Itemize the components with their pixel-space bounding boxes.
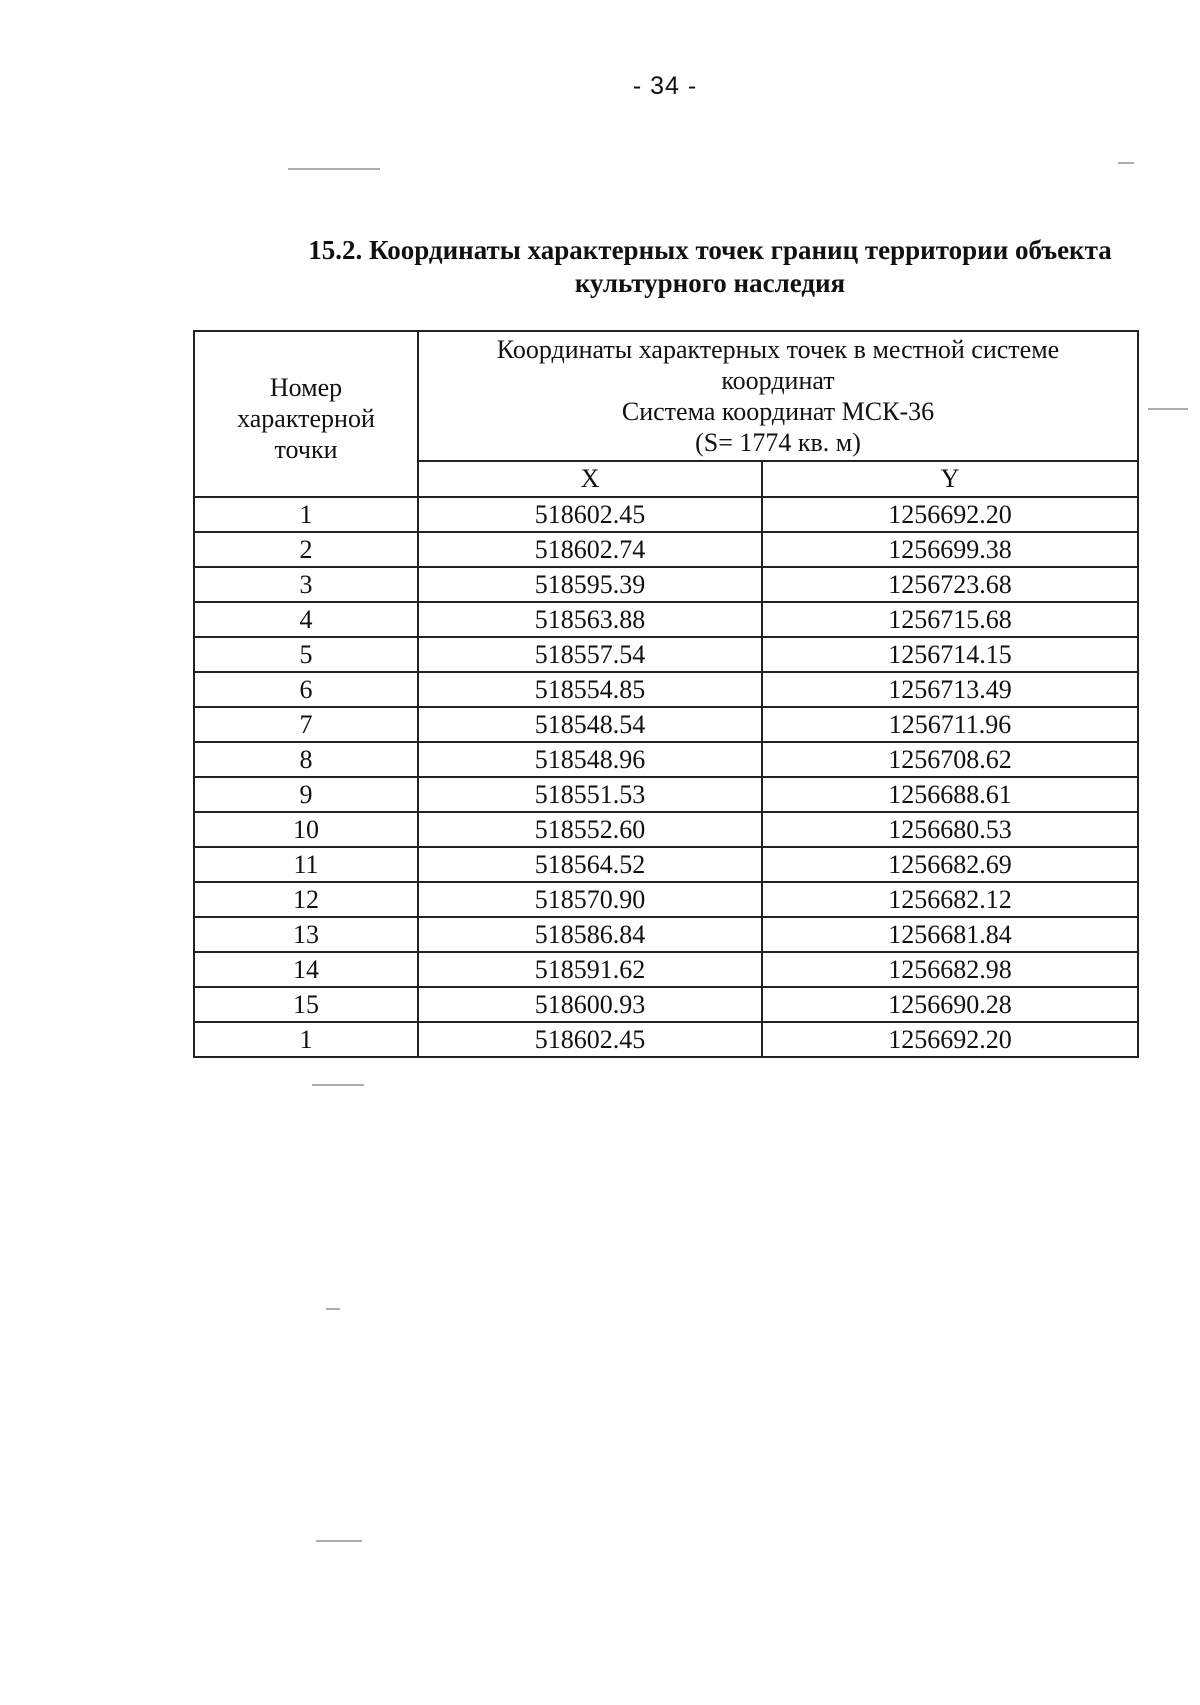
x-coordinate-cell: 518591.62 bbox=[418, 952, 762, 987]
y-coordinate-cell: 1256682.69 bbox=[762, 847, 1138, 882]
header-number-line: Номер bbox=[269, 372, 343, 402]
table-body bbox=[194, 497, 1138, 1057]
y-coordinate-cell: 1256713.49 bbox=[762, 672, 1138, 707]
x-coordinate-cell: 518554.85 bbox=[418, 672, 762, 707]
x-coordinate-cell: 518548.54 bbox=[418, 707, 762, 742]
point-number-cell: 2 bbox=[194, 532, 418, 567]
x-coordinate-cell: 518563.88 bbox=[418, 602, 762, 637]
y-coordinate-cell: 1256715.68 bbox=[762, 602, 1138, 637]
y-coordinate-cell: 1256688.61 bbox=[762, 777, 1138, 812]
section-title-line1: 15.2. Координаты характерных точек границ территории объекта bbox=[308, 235, 1112, 265]
point-number-cell: 10 bbox=[194, 812, 418, 847]
table-row bbox=[194, 532, 1138, 567]
x-coordinate-cell: 518564.52 bbox=[418, 847, 762, 882]
table-row bbox=[194, 882, 1138, 917]
x-coordinate-cell: 518602.45 bbox=[418, 497, 762, 532]
header-number-line: характерной bbox=[237, 403, 375, 433]
table-row bbox=[194, 847, 1138, 882]
section-title bbox=[270, 234, 1150, 300]
point-number-cell: 5 bbox=[194, 637, 418, 672]
point-number-cell: 12 bbox=[194, 882, 418, 917]
scan-artifact bbox=[288, 168, 380, 170]
x-coordinate-cell: 518552.60 bbox=[418, 812, 762, 847]
y-coordinate-cell: 1256692.20 bbox=[762, 1022, 1138, 1057]
x-coordinate-cell: 518551.53 bbox=[418, 777, 762, 812]
header-coords-line: Координаты характерных точек в местной системе bbox=[496, 335, 1060, 364]
y-coordinate-cell: 1256682.12 bbox=[762, 882, 1138, 917]
table-header-row bbox=[194, 331, 1138, 461]
point-number-cell: 13 bbox=[194, 917, 418, 952]
y-coordinate-cell: 1256699.38 bbox=[762, 532, 1138, 567]
y-coordinate-cell: 1256714.15 bbox=[762, 637, 1138, 672]
y-coordinate-cell: 1256682.98 bbox=[762, 952, 1138, 987]
point-number-cell: 1 bbox=[194, 1022, 418, 1057]
x-coordinate-cell: 518600.93 bbox=[418, 987, 762, 1022]
y-coordinate-cell: 1256711.96 bbox=[762, 707, 1138, 742]
point-number-cell: 3 bbox=[194, 567, 418, 602]
table-row bbox=[194, 497, 1138, 532]
x-coordinate-cell: 518602.45 bbox=[418, 1022, 762, 1057]
header-point-number bbox=[194, 331, 418, 497]
header-coords-line: Система координат МСК-36 bbox=[621, 397, 935, 426]
x-coordinate-cell: 518557.54 bbox=[418, 637, 762, 672]
table-row bbox=[194, 812, 1138, 847]
y-coordinate-cell: 1256690.28 bbox=[762, 987, 1138, 1022]
scan-artifact bbox=[312, 1084, 364, 1086]
page-number: - 34 - bbox=[632, 72, 698, 100]
table-row bbox=[194, 637, 1138, 672]
header-coordinates bbox=[418, 331, 1138, 461]
header-x: X bbox=[418, 461, 762, 497]
x-coordinate-cell: 518570.90 bbox=[418, 882, 762, 917]
y-coordinate-cell: 1256680.53 bbox=[762, 812, 1138, 847]
scan-artifact bbox=[1148, 408, 1188, 410]
y-coordinate-cell: 1256723.68 bbox=[762, 567, 1138, 602]
table-row bbox=[194, 672, 1138, 707]
coordinates-table bbox=[193, 330, 1139, 1058]
point-number-cell: 8 bbox=[194, 742, 418, 777]
scan-artifact bbox=[326, 1308, 340, 1310]
scan-artifact bbox=[1118, 162, 1134, 164]
y-coordinate-cell: 1256708.62 bbox=[762, 742, 1138, 777]
y-coordinate-cell: 1256692.20 bbox=[762, 497, 1138, 532]
table-row bbox=[194, 1022, 1138, 1057]
header-number-line: точки bbox=[274, 434, 338, 464]
point-number-cell: 15 bbox=[194, 987, 418, 1022]
scan-artifact bbox=[316, 1540, 362, 1542]
x-coordinate-cell: 518548.96 bbox=[418, 742, 762, 777]
y-coordinate-cell: 1256681.84 bbox=[762, 917, 1138, 952]
point-number-cell: 4 bbox=[194, 602, 418, 637]
point-number-cell: 14 bbox=[194, 952, 418, 987]
section-title-line2: культурного наследия bbox=[574, 268, 846, 298]
header-coords-line: координат bbox=[721, 366, 835, 395]
point-number-cell: 11 bbox=[194, 847, 418, 882]
x-coordinate-cell: 518595.39 bbox=[418, 567, 762, 602]
table-row bbox=[194, 952, 1138, 987]
table-row bbox=[194, 707, 1138, 742]
header-coords-line: (S= 1774 кв. м) bbox=[695, 428, 861, 457]
table-row bbox=[194, 742, 1138, 777]
header-y: Y bbox=[762, 461, 1138, 497]
table-row bbox=[194, 567, 1138, 602]
table-row bbox=[194, 987, 1138, 1022]
table-row bbox=[194, 777, 1138, 812]
table-row bbox=[194, 602, 1138, 637]
point-number-cell: 6 bbox=[194, 672, 418, 707]
point-number-cell: 9 bbox=[194, 777, 418, 812]
x-coordinate-cell: 518602.74 bbox=[418, 532, 762, 567]
point-number-cell: 7 bbox=[194, 707, 418, 742]
x-coordinate-cell: 518586.84 bbox=[418, 917, 762, 952]
point-number-cell: 1 bbox=[194, 497, 418, 532]
table-row bbox=[194, 917, 1138, 952]
